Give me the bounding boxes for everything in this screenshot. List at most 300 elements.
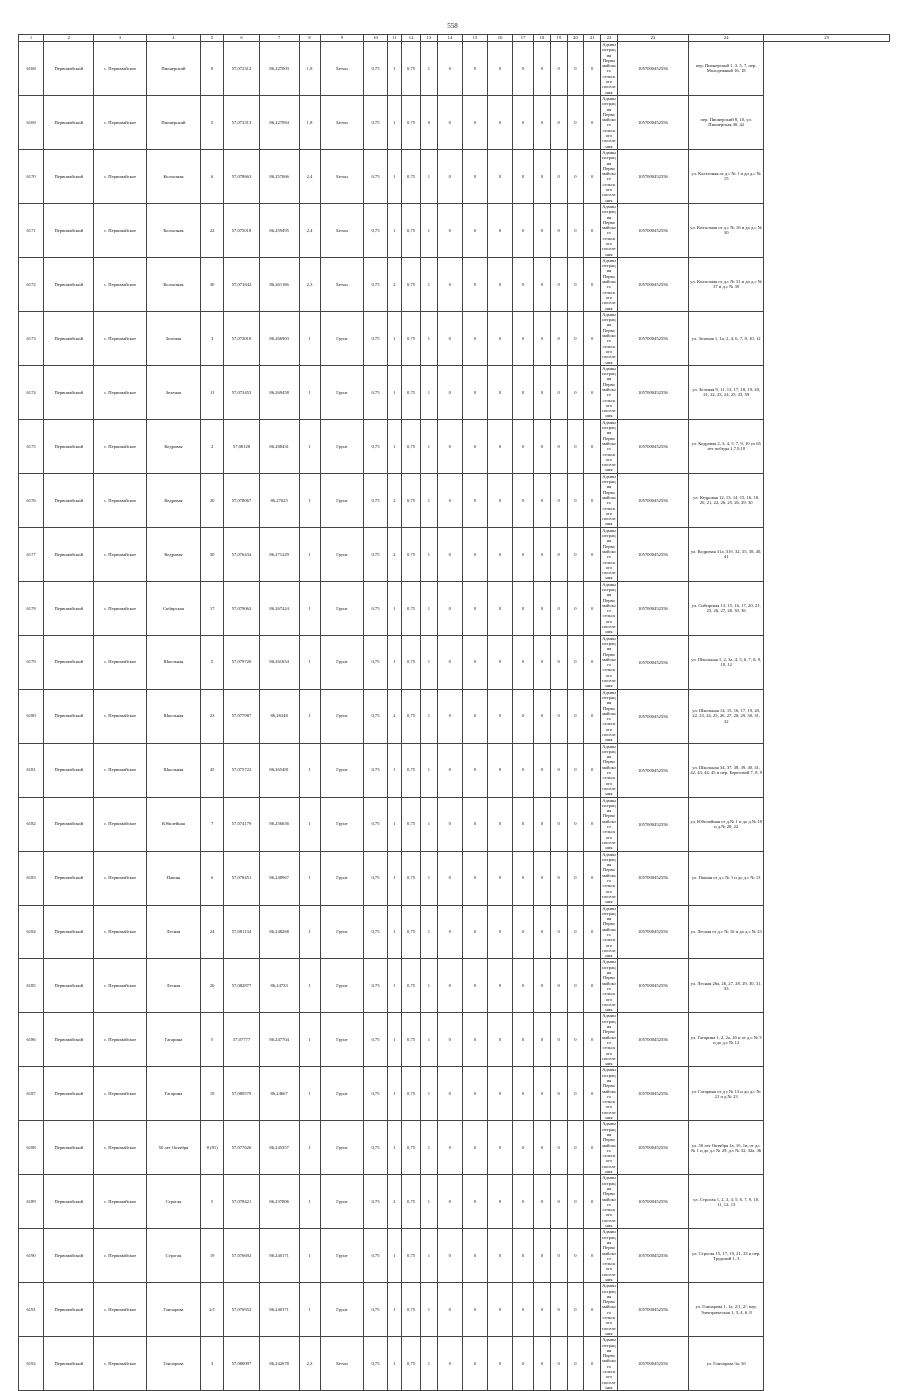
table-cell: 6168 [19, 42, 44, 96]
table-cell: Первомайский [44, 42, 94, 96]
table-cell: 0 [488, 1013, 513, 1067]
table-cell: 0 [567, 1067, 584, 1121]
table-cell: 0 [567, 581, 584, 635]
table-cell: 0 [488, 42, 513, 96]
table-cell: 1 [299, 635, 320, 689]
table-cell: 57,076434 [224, 527, 260, 581]
table-cell: 0 [550, 1067, 567, 1121]
table-cell: 6 [201, 149, 224, 203]
table-cell: 0 [437, 365, 462, 419]
table-cell: 1 [299, 1229, 320, 1283]
table-row [19, 42, 890, 96]
table-cell: 1057000452556 [617, 1013, 688, 1067]
table-cell: 0 [437, 527, 462, 581]
table-row [19, 1067, 890, 1121]
table-cell: 0 [462, 95, 487, 149]
table-row [19, 1121, 890, 1175]
table-cell: 86,24667 [259, 1067, 299, 1121]
table-cell: 0 [567, 1337, 584, 1391]
table-cell: Грунт [320, 1229, 364, 1283]
table-cell: 1 [421, 311, 438, 365]
table-cell: 1057000452556 [617, 635, 688, 689]
table-cell: с. Первомайское [94, 689, 146, 743]
table-cell: с. Первомайское [94, 1337, 146, 1391]
table-cell: 6185 [19, 959, 44, 1013]
table-cell: Администрация Первомайского сельского поселения [602, 365, 616, 419]
table-cell: 1 [421, 203, 438, 257]
table-cell: 2 [201, 419, 224, 473]
table-cell: 0,75 [402, 905, 421, 959]
table-cell: 5 [201, 95, 224, 149]
table-cell: Грунт [320, 851, 364, 905]
table-cell: 0 [488, 1283, 513, 1337]
table-cell: 1057000452556 [617, 42, 688, 96]
table-cell: ул. Зеленая 9, 11, 13, 17, 18, 19, 20, 21, 22, 23, 24, 25, 33, 59 [689, 365, 764, 419]
table-cell: Первомайский [44, 149, 94, 203]
table-cell: Грунт [320, 1121, 364, 1175]
table-cell: ул. 50 лет Октября 1а, 1б, 1в, от д.с № 1 и до д.с № 29, д.с № 32, 32а, 36 [689, 1121, 764, 1175]
table-cell: 0 [488, 149, 513, 203]
table-cell: 5 [201, 1175, 224, 1229]
column-header-23: 23 [617, 35, 688, 42]
table-cell: 0 [534, 149, 551, 203]
table-cell: 1 [421, 743, 438, 797]
table-cell: 86,256656 [259, 797, 299, 851]
table-row [19, 95, 890, 149]
table-cell: 1 [299, 797, 320, 851]
table-cell: 57,072018 [224, 311, 260, 365]
table-cell: 0,75 [402, 581, 421, 635]
table-cell: 0 [567, 1175, 584, 1229]
table-cell: 0 [437, 635, 462, 689]
table-cell: Колхозная [146, 257, 200, 311]
table-cell: Первомайский [44, 851, 94, 905]
table-cell: 1 [421, 527, 438, 581]
table-cell: 2,4 [299, 149, 320, 203]
table-cell: 86,247704 [259, 1013, 299, 1067]
table-cell: Юбилейная [146, 797, 200, 851]
column-header-9: 9 [320, 35, 364, 42]
table-cell: 1057000452556 [617, 473, 688, 527]
table-cell: Первомайский [44, 743, 94, 797]
table-cell: 57,081134 [224, 905, 260, 959]
table-cell: 0 [567, 311, 584, 365]
table-cell: 86,261186 [259, 257, 299, 311]
table-cell: Школьная [146, 743, 200, 797]
table-cell: 11 [201, 365, 224, 419]
table-cell: 0 [462, 1283, 487, 1337]
table-cell: 0,75 [364, 689, 387, 743]
table-cell: Первомайский [44, 473, 94, 527]
column-header-22: 22 [601, 35, 618, 42]
table-cell: 0,75 [364, 1067, 387, 1121]
table-cell: Грунт [320, 1013, 364, 1067]
table-cell: 0 [462, 311, 487, 365]
table-cell: 0 [584, 635, 601, 689]
table-cell: 0 [534, 311, 551, 365]
table-cell: с. Первомайское [94, 959, 146, 1013]
table-cell: 0 [567, 1229, 584, 1283]
table-cell: 6188 [19, 1121, 44, 1175]
table-cell: 0 [462, 581, 487, 635]
table-cell: 0 [584, 1337, 601, 1391]
column-header-10: 10 [364, 35, 387, 42]
column-header-1: 1 [19, 35, 44, 42]
table-cell: Колхозная [146, 149, 200, 203]
table-cell: 57,076692 [224, 1229, 260, 1283]
table-cell: Администрация Первомайского сельского поселения [602, 257, 616, 311]
table-cell: 0 [584, 149, 601, 203]
table-cell: 0 [462, 419, 487, 473]
table-cell: 57,074179 [224, 797, 260, 851]
table-cell: 0,75 [402, 95, 421, 149]
table-cell: Администрация Первомайского сельского поселения [602, 959, 616, 1013]
table-cell: 1057000452556 [617, 311, 688, 365]
table-cell: 20 [201, 473, 224, 527]
table-cell: 0 [488, 743, 513, 797]
table-cell: 0 [437, 743, 462, 797]
table-cell: 0 [584, 473, 601, 527]
table-cell: 0 [550, 1175, 567, 1229]
table-cell: 1 [421, 1121, 438, 1175]
table-cell: 0 [488, 1121, 513, 1175]
table-cell: 1057000452556 [617, 1067, 688, 1121]
table-cell: 0,75 [364, 1283, 387, 1337]
table-cell: с. Первомайское [94, 42, 146, 96]
table-cell: 0 [513, 257, 534, 311]
table-cell: Грунт [320, 635, 364, 689]
column-header-5: 5 [201, 35, 224, 42]
column-header-15: 15 [462, 35, 487, 42]
table-cell: 1 [421, 689, 438, 743]
table-cell: Первомайский [44, 95, 94, 149]
table-cell: 0,75 [364, 311, 387, 365]
table-cell: 57,078663 [224, 149, 260, 203]
table-cell: 0,75 [402, 473, 421, 527]
table-cell: 0 [437, 851, 462, 905]
table-cell: 0 [513, 1013, 534, 1067]
table-cell: 0,75 [364, 419, 387, 473]
table-cell: 57,073313 [224, 95, 260, 149]
table-row [19, 311, 890, 365]
table-cell: 1 [387, 581, 402, 635]
table-cell: 0 [462, 1175, 487, 1229]
table-cell: Администрация Первомайского сельского поселения [602, 203, 616, 257]
table-cell: 0 [488, 365, 513, 419]
table-cell: Грунт [320, 311, 364, 365]
table-cell: 57,077987 [224, 689, 260, 743]
table-cell: 1 [299, 365, 320, 419]
table-cell: 86,242678 [259, 1337, 299, 1391]
table-cell: с. Первомайское [94, 743, 146, 797]
table-cell: с. Первомайское [94, 365, 146, 419]
table-cell: 0,75 [364, 257, 387, 311]
table-cell: 0 [550, 1121, 567, 1175]
table-cell: 1 [387, 1121, 402, 1175]
table-cell: 0 [550, 257, 567, 311]
table-cell: 57,07777 [224, 1013, 260, 1067]
table-cell: Лесная [146, 905, 200, 959]
table-cell: 0,75 [364, 1229, 387, 1283]
table-cell: 0 [437, 689, 462, 743]
table-cell: 6169 [19, 95, 44, 149]
table-cell: 57,075018 [224, 203, 260, 257]
table-cell: 0 [534, 1121, 551, 1175]
table-cell: 86,27025 [259, 473, 299, 527]
table-cell: Кедровая [146, 473, 200, 527]
table-cell: ул. Школьная 1, 2, 3а, 4, 5, 6, 7, 8, 9, 10, 12 [689, 635, 764, 689]
table-cell: 6183 [19, 851, 44, 905]
table-cell: с. Первомайское [94, 473, 146, 527]
table-cell: 0 [534, 851, 551, 905]
table-cell: 0 [584, 365, 601, 419]
table-cell: Администрация Первомайского сельского поселения [602, 743, 616, 797]
table-cell: 0 [584, 797, 601, 851]
column-header-19: 19 [550, 35, 567, 42]
table-cell: 0 [462, 473, 487, 527]
table-cell: 6186 [19, 1013, 44, 1067]
table-cell: ул. Лесная 26а, 26, 27, 28, 29, 30, 31, 33 [689, 959, 764, 1013]
table-cell: ул. Колхозная от д.с № 1 и до д.с № 15 [689, 149, 764, 203]
table-cell: 1 [421, 581, 438, 635]
table-cell: 57,072312 [224, 42, 260, 96]
table-cell: с. Первомайское [94, 851, 146, 905]
table-cell: 57,078451 [224, 851, 260, 905]
table-cell: 0 [550, 1013, 567, 1067]
table-cell: 0,75 [402, 1121, 421, 1175]
table-cell: 0 [550, 95, 567, 149]
table-cell: 8 (81) [201, 1121, 224, 1175]
table-cell: 1 [421, 1337, 438, 1391]
table-cell: 0 [437, 1229, 462, 1283]
table-cell: 0 [584, 311, 601, 365]
table-cell: 0,75 [364, 1013, 387, 1067]
table-cell: с. Первомайское [94, 1121, 146, 1175]
table-cell: 1 [421, 1283, 438, 1337]
table-cell: 6184 [19, 905, 44, 959]
table-cell: 1 [299, 311, 320, 365]
table-cell: 0 [513, 149, 534, 203]
table-cell: 0 [513, 1283, 534, 1337]
table-cell: 0,75 [364, 581, 387, 635]
table-cell: 1057000452556 [617, 1175, 688, 1229]
table-cell: 86,248268 [259, 905, 299, 959]
table-cell: Первомайский [44, 635, 94, 689]
table-cell: 24 [201, 905, 224, 959]
table-cell: 1057000452556 [617, 743, 688, 797]
table-cell: 0 [550, 203, 567, 257]
table-cell: 1 [387, 797, 402, 851]
table-cell: 0 [584, 1283, 601, 1337]
table-cell: 0 [584, 743, 601, 797]
table-cell: 17 [201, 581, 224, 635]
table-cell: 1 [387, 1283, 402, 1337]
table-cell: 1,8 [299, 95, 320, 149]
table-cell: 0 [534, 1067, 551, 1121]
table-cell: 0 [550, 689, 567, 743]
table-cell: 1057000452556 [617, 1283, 688, 1337]
table-cell: 0 [437, 1175, 462, 1229]
table-cell: 0 [584, 959, 601, 1013]
table-cell: 0 [567, 635, 584, 689]
table-cell: 0,75 [364, 743, 387, 797]
table-cell: 0 [513, 797, 534, 851]
table-cell: 0 [513, 365, 534, 419]
table-cell: 86,269458 [259, 365, 299, 419]
table-cell: 57,079726 [224, 635, 260, 689]
table-cell: 1 [421, 1229, 438, 1283]
table-cell: 1 [387, 851, 402, 905]
table-cell: 0 [513, 419, 534, 473]
table-cell: с. Первомайское [94, 311, 146, 365]
table-cell: 0 [437, 149, 462, 203]
table-cell: 0 [462, 42, 487, 96]
table-cell: 0 [437, 203, 462, 257]
table-cell: Бетон [320, 203, 364, 257]
table-cell: Бетон [320, 42, 364, 96]
table-cell: 0 [534, 905, 551, 959]
table-cell: Первомайский [44, 905, 94, 959]
table-cell: 0 [584, 1175, 601, 1229]
table-cell: Бетон [320, 1337, 364, 1391]
table-cell: 0 [462, 743, 487, 797]
table-cell: Строгая [146, 1175, 200, 1229]
table-cell: 1057000452556 [617, 959, 688, 1013]
table-cell: Первомайский [44, 257, 94, 311]
column-header-20: 20 [567, 35, 584, 42]
table-cell: 0 [437, 1121, 462, 1175]
table-cell: 1 [421, 419, 438, 473]
table-cell: 0 [437, 1283, 462, 1337]
table-cell: 0,75 [364, 365, 387, 419]
table-cell: Грунт [320, 419, 364, 473]
table-cell: 86,245357 [259, 1121, 299, 1175]
table-cell: 0 [513, 311, 534, 365]
table-cell: 1 [299, 959, 320, 1013]
table-cell: 1 [421, 635, 438, 689]
column-header-13: 13 [421, 35, 438, 42]
table-cell: 0 [462, 689, 487, 743]
table-cell: 0 [534, 95, 551, 149]
table-cell: 57,082877 [224, 959, 260, 1013]
header-row [19, 35, 890, 42]
table-cell: 26 [201, 959, 224, 1013]
table-cell: Администрация Первомайского сельского поселения [602, 635, 616, 689]
table-cell: 1 [387, 905, 402, 959]
table-cell: 86,266903 [259, 311, 299, 365]
table-row [19, 743, 890, 797]
table-cell: 0,75 [402, 1337, 421, 1391]
column-header-18: 18 [534, 35, 551, 42]
table-cell: Грунт [320, 905, 364, 959]
table-cell: 6174 [19, 365, 44, 419]
table-cell: Грунт [320, 365, 364, 419]
table-row [19, 473, 890, 527]
table-cell: 0,75 [402, 1229, 421, 1283]
table-cell: 6192 [19, 1337, 44, 1391]
table-cell: Администрация Первомайского сельского поселения [602, 149, 616, 203]
table-cell: 0 [488, 851, 513, 905]
table-cell: 0 [488, 581, 513, 635]
column-header-12: 12 [402, 35, 421, 42]
table-cell: 30 [201, 527, 224, 581]
table-cell: ул. Колхозная от д.с № 16 и до д.с № 30 [689, 203, 764, 257]
table-cell: 1 [421, 797, 438, 851]
column-header-3: 3 [94, 35, 146, 42]
column-header-6: 6 [224, 35, 260, 42]
table-cell: 0 [584, 1229, 601, 1283]
table-cell: 0 [513, 42, 534, 96]
table-cell: ул. Гончарова 1, 1а, 2/1, 2/; пер. Электрическая 1, 3, 4, 6, 8 [689, 1283, 764, 1337]
table-cell: 2,3 [299, 257, 320, 311]
table-cell: 0 [488, 905, 513, 959]
table-cell: 0,75 [402, 797, 421, 851]
table-cell: с. Первомайское [94, 797, 146, 851]
table-cell: 1 [421, 1067, 438, 1121]
table-cell: Администрация Первомайского сельского поселения [602, 1337, 616, 1390]
table-row [19, 257, 890, 311]
table-cell: 0,75 [364, 1337, 387, 1391]
table-cell: 6189 [19, 1175, 44, 1229]
table-cell: 0 [513, 689, 534, 743]
table-cell: Грунт [320, 1175, 364, 1229]
table-cell: 86,271229 [259, 527, 299, 581]
table-cell: 1 [387, 42, 402, 96]
table-cell: с. Первомайское [94, 1013, 146, 1067]
table-cell: 86,26348 [259, 689, 299, 743]
table-row [19, 905, 890, 959]
table-cell: Администрация Первомайского сельского поселения [602, 1283, 616, 1336]
table-cell: 0 [488, 203, 513, 257]
table-cell: 0 [550, 743, 567, 797]
table-cell: 0 [550, 1229, 567, 1283]
table-cell: Администрация Первомайского сельского поселения [602, 905, 616, 959]
table-row [19, 203, 890, 257]
table-cell: 1 [421, 959, 438, 1013]
table-cell: Администрация Первомайского сельского поселения [602, 473, 616, 527]
table-cell: 1 [421, 365, 438, 419]
table-cell: 0 [567, 527, 584, 581]
table-cell: 57,080097 [224, 1337, 260, 1391]
table-cell: 0 [567, 1283, 584, 1337]
table-cell: ул. Кедровая 31а, 31б, 32, 35, 38, 40, 41 [689, 527, 764, 581]
table-cell: 0 [584, 527, 601, 581]
table-cell: ул. Лесная от д.с № 16 и до д.с № 23 [689, 905, 764, 959]
table-cell: 0 [534, 419, 551, 473]
table-cell: 0 [534, 581, 551, 635]
table-cell: 0 [462, 149, 487, 203]
table-cell: 1 [299, 473, 320, 527]
table-cell: 0 [567, 905, 584, 959]
table-cell: 1 [421, 1013, 438, 1067]
table-cell: Первомайский [44, 419, 94, 473]
table-cell: 0 [567, 959, 584, 1013]
table-cell: 6172 [19, 257, 44, 311]
table-cell: 0 [584, 1121, 601, 1175]
table-cell: с. Первомайское [94, 581, 146, 635]
table-cell: Администрация Первомайского сельского поселения [602, 419, 616, 473]
table-cell: 0 [488, 473, 513, 527]
table-cell: 1 [299, 1013, 320, 1067]
table-cell: 0 [534, 365, 551, 419]
table-cell: 86,24733 [259, 959, 299, 1013]
table-cell: с. Первомайское [94, 149, 146, 203]
table-cell: Гончарова [146, 1283, 200, 1337]
table-cell: 0 [567, 851, 584, 905]
table-cell: 0 [488, 311, 513, 365]
table-cell: 8 [201, 42, 224, 96]
table-cell: 0 [550, 1337, 567, 1391]
